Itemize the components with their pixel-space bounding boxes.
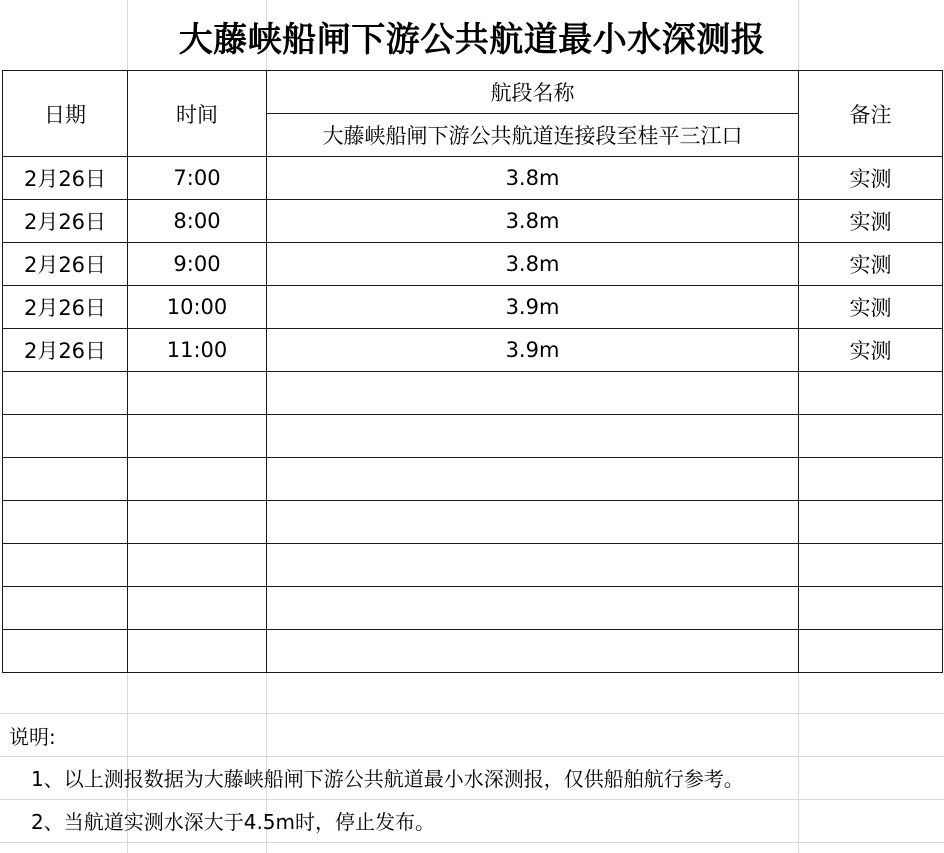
cell-time <box>128 458 267 501</box>
cell-remark <box>799 458 943 501</box>
grid-line <box>0 842 944 843</box>
cell-time: 9:00 <box>128 243 267 286</box>
header-date: 日期 <box>3 71 128 157</box>
cell-time: 10:00 <box>128 286 267 329</box>
cell-remark <box>799 415 943 458</box>
header-section-name: 大藤峡船闸下游公共航道连接段至桂平三江口 <box>267 114 799 157</box>
table-row <box>3 200 943 243</box>
cell-time <box>128 544 267 587</box>
note-item: 1、以上测报数据为大藤峡船闸下游公共航道最小水深测报，仅供船舶航行参考。 <box>31 767 744 791</box>
grid-line <box>0 756 944 757</box>
table-row <box>3 544 943 587</box>
cell-date <box>3 544 128 587</box>
cell-date: 2月26日 <box>3 243 128 286</box>
table-row <box>3 157 943 200</box>
header-section-group: 航段名称 <box>267 71 799 114</box>
cell-date <box>3 372 128 415</box>
cell-remark <box>799 544 943 587</box>
table-row <box>3 458 943 501</box>
grid-line <box>0 713 944 714</box>
table-row <box>3 329 943 372</box>
cell-remark: 实测 <box>799 286 943 329</box>
cell-remark: 实测 <box>799 329 943 372</box>
cell-depth: 3.8m <box>267 157 799 200</box>
cell-depth <box>267 544 799 587</box>
cell-remark <box>799 372 943 415</box>
cell-time <box>128 587 267 630</box>
cell-depth <box>267 630 799 673</box>
table-row <box>3 286 943 329</box>
table-row <box>3 587 943 630</box>
cell-time: 7:00 <box>128 157 267 200</box>
table-row <box>3 415 943 458</box>
grid-line <box>0 799 944 800</box>
cell-depth <box>267 372 799 415</box>
cell-date: 2月26日 <box>3 157 128 200</box>
cell-depth: 3.9m <box>267 329 799 372</box>
cell-time <box>128 501 267 544</box>
cell-remark <box>799 501 943 544</box>
note-item: 2、当航道实测水深大于4.5m时，停止发布。 <box>31 810 436 834</box>
cell-depth <box>267 587 799 630</box>
cell-remark <box>799 587 943 630</box>
notes-heading: 说明: <box>9 725 56 749</box>
cell-time <box>128 372 267 415</box>
cell-time: 8:00 <box>128 200 267 243</box>
cell-time <box>128 630 267 673</box>
cell-date <box>3 630 128 673</box>
cell-remark: 实测 <box>799 157 943 200</box>
cell-date <box>3 501 128 544</box>
cell-depth <box>267 458 799 501</box>
table-row <box>3 243 943 286</box>
cell-depth <box>267 501 799 544</box>
cell-depth: 3.8m <box>267 243 799 286</box>
table-row <box>3 630 943 673</box>
water-depth-table <box>2 70 943 673</box>
header-time: 时间 <box>128 71 267 157</box>
cell-remark <box>799 630 943 673</box>
cell-remark: 实测 <box>799 200 943 243</box>
cell-depth: 3.9m <box>267 286 799 329</box>
header-remark: 备注 <box>799 71 943 157</box>
cell-time: 11:00 <box>128 329 267 372</box>
cell-date <box>3 458 128 501</box>
cell-date: 2月26日 <box>3 200 128 243</box>
cell-date: 2月26日 <box>3 329 128 372</box>
report-title: 大藤峡船闸下游公共航道最小水深测报 <box>178 19 766 60</box>
cell-depth: 3.8m <box>267 200 799 243</box>
table-row <box>3 501 943 544</box>
cell-date: 2月26日 <box>3 286 128 329</box>
cell-remark: 实测 <box>799 243 943 286</box>
cell-date <box>3 587 128 630</box>
cell-date <box>3 415 128 458</box>
cell-time <box>128 415 267 458</box>
cell-depth <box>267 415 799 458</box>
table-row <box>3 372 943 415</box>
